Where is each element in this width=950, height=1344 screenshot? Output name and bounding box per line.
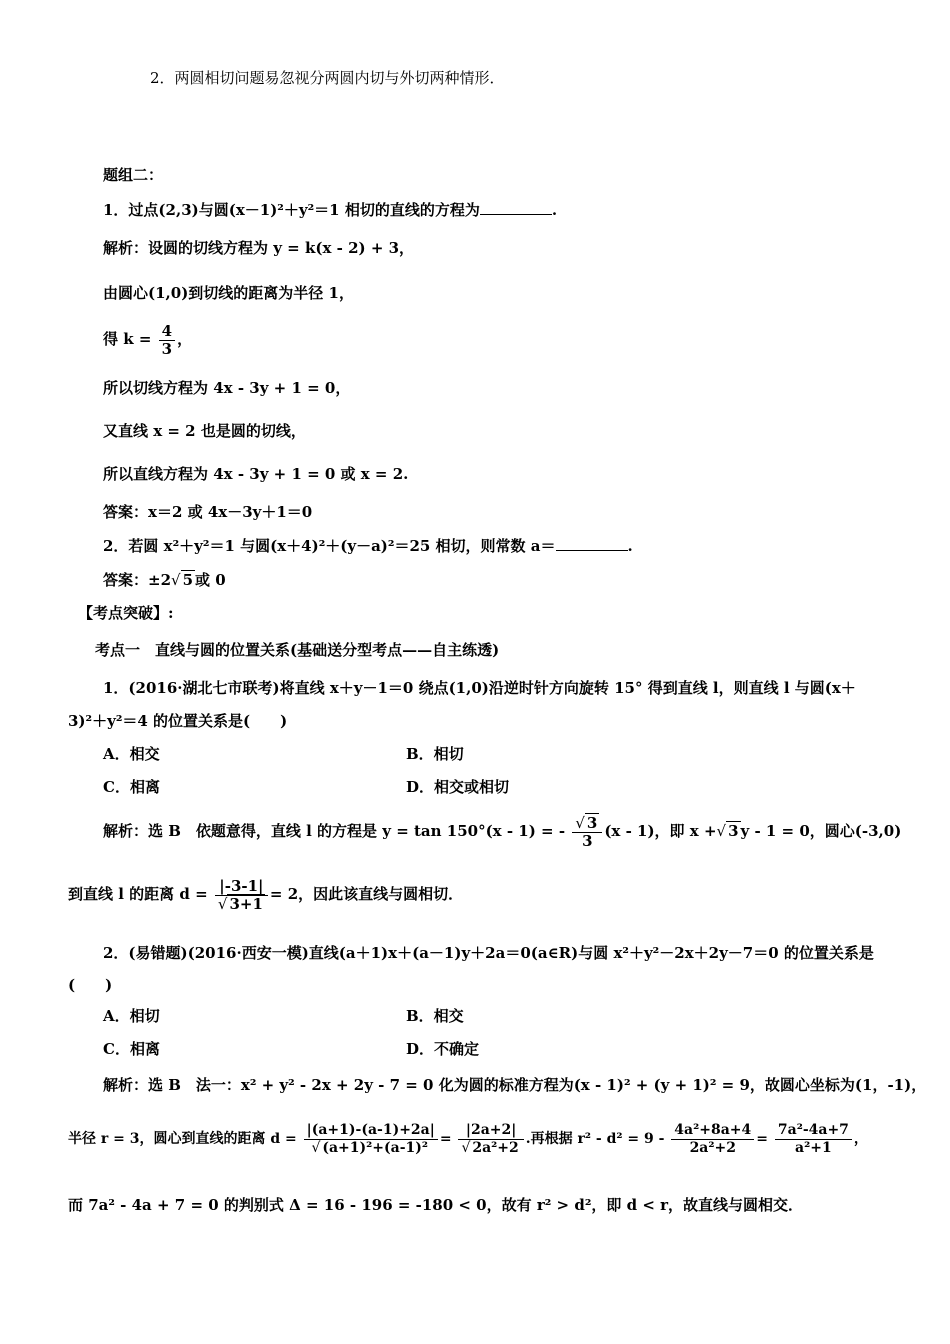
p1-solution-line-1 <box>103 812 901 850</box>
q1-solution-line-1 <box>103 238 414 258</box>
p1-stem-line-1: 1．(2016·湖北七市联考)将直线 x＋y－1＝0 绕点(1,0)沿逆时针方向旋转 15° 得到直线 l，则直线 l 与圆(x＋ <box>103 679 856 697</box>
q2-text: 2．若圆 x²＋y²＝1 与圆(x＋4)²＋(y－a)²＝25 相切，则常数 a＝ <box>103 537 556 555</box>
fraction-denominator <box>215 896 268 913</box>
sqrt-symbol: √ <box>461 1139 471 1156</box>
solution-text: (x - 1)，即 x + <box>604 822 717 840</box>
solution-text: 设圆的切线方程为 y = k(x - 2) + 3， <box>148 239 415 257</box>
p2-option-b: B．相交 <box>406 1007 464 1025</box>
sqrt-symbol: √ <box>575 813 585 832</box>
fraction-numerator: |-3-1| <box>215 878 268 896</box>
fraction-numerator <box>572 815 602 833</box>
radicand: 2a²+2 <box>472 1139 519 1156</box>
q1-solution-line-6: 所以直线方程为 4x - 3y + 1 = 0 或 x = 2. <box>103 465 409 483</box>
p2-option-c: C．相离 <box>103 1040 160 1058</box>
fraction-3 <box>671 1122 754 1157</box>
fraction-numerator: |(a+1)-(a-1)+2a| <box>304 1122 438 1140</box>
q1-answer: 答案：x＝2 或 4x－3y＋1＝0 <box>103 503 313 521</box>
q1-text: 1．过点(2,3)与圆(x－1)²＋y²＝1 相切的直线的方程为 <box>103 201 480 219</box>
q2-answer <box>103 570 226 590</box>
p2-option-a: A．相切 <box>103 1007 160 1025</box>
p1-option-b: B．相切 <box>406 745 464 763</box>
solution-text: ， <box>177 330 193 348</box>
note-2: 2．两圆相切问题易忽视分两圆内切与外切两种情形． <box>150 69 505 87</box>
fraction-sqrt3-over-3 <box>572 815 602 850</box>
solution-text: 半径 r = 3，圆心到直线的距离 d = <box>68 1131 297 1147</box>
fraction-denominator: a²+1 <box>795 1139 832 1156</box>
p2-option-d: D．不确定 <box>406 1040 480 1058</box>
q1-solution-line-2: 由圆心(1,0)到切线的距离为半径 1， <box>103 284 354 302</box>
radicand: 3 <box>728 822 739 840</box>
equals-sign: = <box>756 1131 768 1147</box>
answer-text: 或 0 <box>195 571 226 589</box>
solution-text: 到直线 l 的距离 d = <box>68 885 208 903</box>
q1-solution-line-3 <box>103 322 192 358</box>
sqrt-symbol: √ <box>311 1139 321 1156</box>
fraction-distance <box>215 878 268 913</box>
solution-text: y - 1 = 0，圆心(-3,0) <box>740 822 902 840</box>
answer-text: 答案：±2 <box>103 571 172 589</box>
group2-heading: 题组二： <box>103 166 164 184</box>
p2-solution-line-1: 解析：选 B 法一：x² + y² - 2x + 2y - 7 = 0 化为圆的标准方程为(x - 1)² + (y + 1)² = 9，故圆心坐标为(1，-1)， <box>103 1076 927 1094</box>
equals-sign: = <box>439 1131 452 1147</box>
radicand: 5 <box>182 571 194 589</box>
q1-solution-line-4: 所以切线方程为 4x - 3y + 1 = 0， <box>103 379 351 397</box>
fraction-numerator: 4 <box>159 323 175 341</box>
fraction-distance-1 <box>304 1122 438 1157</box>
fraction-denominator: 3 <box>161 339 173 358</box>
fraction-denominator: 3 <box>582 831 593 850</box>
solution-text: = 2，因此该直线与圆相切． <box>269 885 464 903</box>
p1-stem-line-2: 3)²＋y²＝4 的位置关系是( ) <box>68 712 288 730</box>
sqrt-symbol: √ <box>171 571 181 589</box>
solution-text: .再根据 r² - d² = 9 - <box>525 1131 665 1147</box>
radicand: 3 <box>586 813 598 832</box>
fraction-numerator: 4a²+8a+4 <box>671 1122 754 1140</box>
fraction-4 <box>775 1122 852 1157</box>
solution-text: ， <box>853 1131 868 1147</box>
fraction-denominator <box>304 1140 438 1157</box>
p1-option-a: A．相交 <box>103 745 160 763</box>
p2-stem-line-2: ( ) <box>68 976 113 994</box>
fraction-k <box>159 323 175 358</box>
fraction-numerator: 7a²-4a+7 <box>775 1122 852 1140</box>
solution-text: 解析：选 B 依题意得，直线 l 的方程是 y = tan 150°(x - 1) = - <box>103 822 566 840</box>
p1-option-d: D．相交或相切 <box>406 778 510 796</box>
fraction-numerator: |2a+2| <box>458 1122 523 1140</box>
sqrt-symbol: √ <box>716 822 727 840</box>
topic-1-heading: 考点一 直线与圆的位置关系(基础送分型考点——自主练透) <box>95 641 500 659</box>
answer-blank <box>480 200 552 215</box>
q1-end: . <box>551 201 558 219</box>
solution-text: 得 k = <box>103 330 152 348</box>
p1-solution-line-2 <box>68 872 463 916</box>
radicand: 3+1 <box>229 894 263 913</box>
fraction-denominator <box>458 1140 523 1157</box>
sqrt-symbol: √ <box>217 894 228 913</box>
group2-question-2 <box>103 536 633 556</box>
answer-blank <box>556 536 628 551</box>
q2-end: . <box>627 537 633 555</box>
solution-label: 解析： <box>103 239 149 257</box>
p1-option-c: C．相离 <box>103 778 160 796</box>
fraction-denominator: 2a²+2 <box>689 1139 736 1156</box>
p2-solution-line-3: 而 7a² - 4a + 7 = 0 的判别式 Δ = 16 - 196 = -180 < 0，故有 r² > d²，即 d < r，故直线与圆相交． <box>68 1196 804 1214</box>
group2-question-1 <box>103 200 557 220</box>
fraction-distance-2 <box>458 1122 523 1157</box>
radicand: (a+1)²+(a-1)² <box>322 1139 429 1156</box>
p2-solution-line-2 <box>68 1115 868 1163</box>
p2-stem-line-1: 2．(易错题)(2016·西安一模)直线(a＋1)x＋(a－1)y＋2a＝0(a∈R)与圆 x²＋y²－2x＋2y－7＝0 的位置关系是 <box>103 944 874 962</box>
q1-solution-line-5: 又直线 x = 2 也是圆的切线， <box>103 422 306 440</box>
section-heading: 【考点突破】: <box>78 604 174 622</box>
